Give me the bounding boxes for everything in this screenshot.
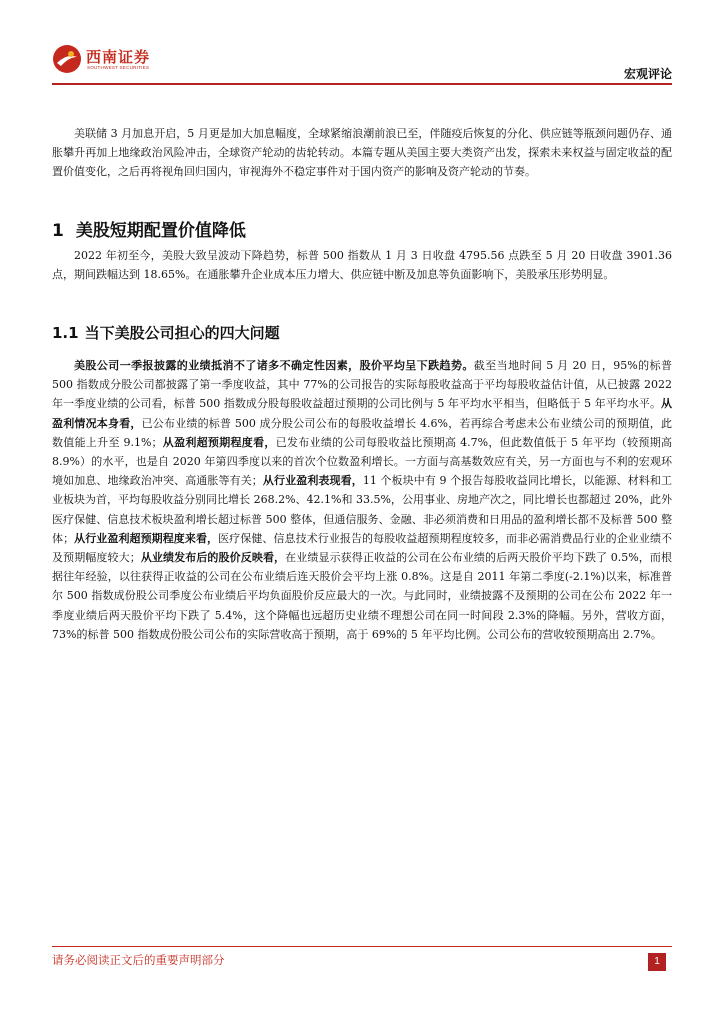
bold-lead-4: 从行业盈利表现看， bbox=[262, 474, 363, 488]
section-1-1-title: 当下美股公司担心的四大问题 bbox=[84, 324, 280, 342]
footer-divider bbox=[52, 946, 672, 947]
bold-lead-6: 从业绩发布后的股价反映看， bbox=[140, 551, 286, 565]
text-2: 已公布业绩的标普 500 成分股公司公布的每股收益增长 4.6%，若再综合考虑未公布业绩公司的预期值，此数值能上升至 9.1%； bbox=[52, 416, 672, 449]
section-1-number: 1 bbox=[52, 221, 64, 241]
bold-lead-5: 从行业盈利超预期程度来看， bbox=[74, 531, 219, 545]
logo-text-cn: 西南证券 bbox=[86, 48, 151, 66]
intro-block bbox=[52, 124, 672, 182]
section-1-1-number: 1.1 bbox=[52, 324, 79, 342]
company-logo bbox=[52, 44, 162, 74]
header-divider bbox=[52, 83, 672, 85]
section-1-1-paragraph bbox=[52, 356, 672, 644]
page-number: 1 bbox=[648, 953, 666, 971]
logo-mark-icon bbox=[52, 44, 82, 74]
section-1-heading bbox=[52, 216, 246, 241]
section-1-title: 美股短期配置价值降低 bbox=[75, 221, 246, 241]
bold-lead-3: 从盈利超预期程度看， bbox=[162, 435, 276, 449]
intro-paragraph: 美联储 3 月加息开启，5 月更是加大加息幅度，全球紧缩浪潮前浪已至，伴随疫后恢复的分化、供应链等瓶颈问题仍存、通胀攀升再加上地缘政治风险冲击，全球资产轮动的齿轮转动。本篇专题从美国主要大类资产出发，探索未来权益与固定收益的配置价值变化，之后再将视角回归国内，审视海外不稳定事件对于国内资产的影响及资产轮动的节奏。 bbox=[52, 127, 672, 179]
text-6: 在业绩显示获得正收益的公司在公布业绩的后两天股价平均下跌了 0.5%，而根据往年经验，以往获得正收益的公司在公布业绩后连天股价会平均上涨 0.8%。这是自 2011 年第二季度(-2.1%)以来，标准普尔 500 指数成份股公司季度公布业绩后平均负面股价反应最大的一次。与此同时，业绩披露不及预期的公司在公布 2022 年一季度业绩后两天股价平均下跌了 5.4%，这个降幅也远超历史业绩不理想公司在同一时间段 2.3%的降幅。另外，营收方面，73%的标普 500 指数成份股公司公布的实际营收高于预期，高于 69%的 5 年平均比例。公司公布的营收较预期高出 2.7%。 bbox=[52, 551, 672, 641]
logo-text-en: SOUTHWEST SECURITIES bbox=[87, 65, 150, 70]
section-1-1-body bbox=[52, 356, 672, 644]
text-1: 截至当地时间 5 月 20 日，95%的标普 500 指数成分股公司都披露了第一季度收益，其中 77%的公司报告的实际每股收益高于平均每股收益估计值，从已披露 2022 年一季度业绩的公司看，标普 500 指数成分股每股收益超过预期的公司比例与 5 年平均水平相当，但略低于 5 年平均水平。 bbox=[52, 359, 672, 411]
footer-disclaimer: 请务必阅读正文后的重要声明部分 bbox=[52, 953, 225, 967]
text-4: 11 个板块中有 9 个报告每股收益同比增长，以能源、材料和工业板块为首，平均每股收益分别同比增长 268.2%、42.1%和 33.5%，公用事业、房地产次之，同比增长也都超过 20%，此外医疗保健、信息技术板块盈利增长超过标普 500 整体，但通信服务、金融、非必须消费和日用品的盈利增长都不及标普 500 整体； bbox=[52, 474, 673, 545]
section-1-paragraph: 2022 年初至今，美股大致呈波动下降趋势，标普 500 指数从 1 月 3 日收盘 4795.56 点跌至 5 月 20 日收盘 3901.36 点，期间跌幅达到 18.65%。在通胀攀升企业成本压力增大、供应链中断及加息等负面影响下，美股承压形势明显。 bbox=[52, 249, 672, 282]
section-1-1-heading bbox=[52, 322, 280, 343]
text-3: 已发布业绩的公司每股收益比预期高 4.7%，但此数值低于 5 年平均（较预期高 8.9%）的水平，也是自 2020 年第四季度以来的首次个位数盈利增长。一方面与高基数效应有关，另一方面也与不利的宏观环境如加息、地缘政治冲突、高通胀等有关； bbox=[52, 435, 672, 488]
section-1-body bbox=[52, 246, 672, 284]
report-type: 宏观评论 bbox=[623, 67, 672, 81]
bold-lead-1: 美股公司一季报披露的业绩抵消不了诸多不确定性因素，股价平均呈下跌趋势。 bbox=[74, 359, 474, 372]
bold-lead-2: 从盈利情况本身看， bbox=[52, 397, 672, 430]
text-5: 医疗保健、信息技术行业报告的每股收益超预期程度较多，而非必需消费品行业的企业业绩不及预期幅度较大； bbox=[52, 531, 673, 565]
